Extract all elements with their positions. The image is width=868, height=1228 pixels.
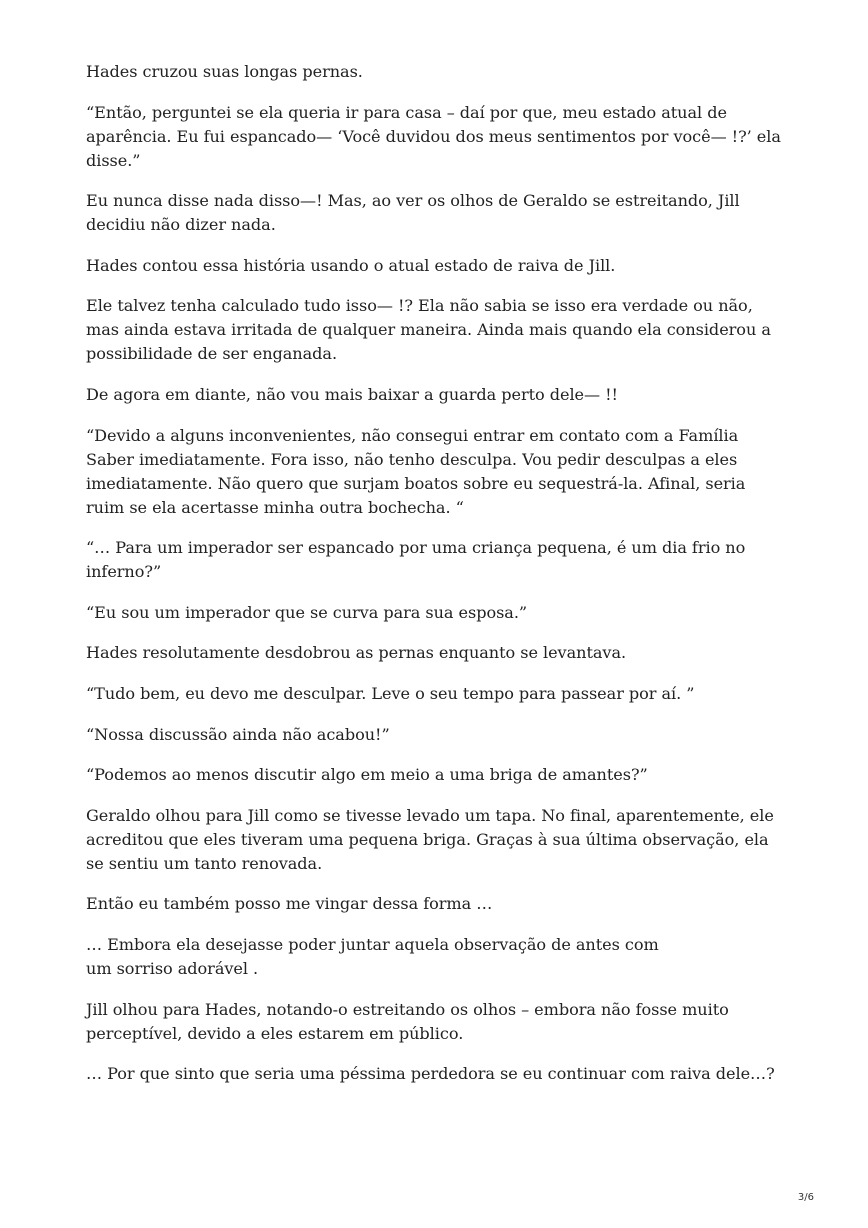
paragraph: “Nossa discussão ainda não acabou!” [86, 724, 390, 744]
paragraph: “Podemos ao menos discutir algo em meio a uma briga de amantes?” [86, 765, 648, 785]
paragraph: De agora em diante, não vou mais baixar a guarda perto dele— !! [86, 384, 618, 404]
paragraph: … Por que sinto que seria uma péssima perdedora se eu continuar com raiva dele…? [86, 1064, 775, 1084]
paragraph: “Tudo bem, eu devo me desculpar. Leve o seu tempo para passear por aí. ” [86, 683, 695, 703]
paragraph: Eu nunca disse nada disso—! Mas, ao ver os olhos de Geraldo se estreitando, Jill decidiu não dizer nada. [86, 191, 740, 235]
paragraph: Hades contou essa história usando o atual estado de raiva de Jill. [86, 255, 616, 275]
page-number: 3/6 [797, 1192, 814, 1203]
paragraph: Hades resolutamente desdobrou as pernas enquanto se levantava. [86, 643, 627, 663]
paragraph: … Embora ela desejasse poder juntar aquela observação de antes com um sorriso adorável . [86, 934, 659, 978]
paragraph: Então eu também posso me vingar dessa forma … [86, 894, 493, 914]
paragraph: Ele talvez tenha calculado tudo isso— !? Ela não sabia se isso era verdade ou não, mas ainda estava irritada de qualquer maneira. Ainda mais quando ela considerou a possibilidade de ser enganada. [86, 296, 771, 364]
paragraph: “Devido a alguns inconvenientes, não consegui entrar em contato com a Família Saber imediatamente. Fora isso, não tenho desculpa. Vou pedir desculpas a eles imediatamente. Não quero que surjam boatos sobre eu sequestrá-la. Afinal, seria ruim se ela acertasse minha outra bochecha. “ [86, 425, 746, 517]
paragraph: Hades cruzou suas longas pernas. [86, 62, 363, 81]
paragraph: “Então, perguntei se ela queria ir para casa – daí por que, meu estado atual de aparência. Eu fui espancado— ‘Você duvidou dos meus sentimentos por você— !?’ ela disse.” [86, 102, 781, 170]
document-body [86, 60, 786, 1103]
paragraph: “Eu sou um imperador que se curva para sua esposa.” [86, 602, 528, 622]
paragraph: Geraldo olhou para Jill como se tivesse levado um tapa. No final, aparentemente, ele acreditou que eles tiveram uma pequena briga. Graças à sua última observação, ela se sentiu um tanto renovada. [86, 805, 774, 873]
paragraph: “… Para um imperador ser espancado por uma criança pequena, é um dia frio no inferno?” [86, 538, 746, 582]
paragraph: Jill olhou para Hades, notando-o estreitando os olhos – embora não fosse muito perceptível, devido a eles estarem em público. [86, 999, 729, 1043]
